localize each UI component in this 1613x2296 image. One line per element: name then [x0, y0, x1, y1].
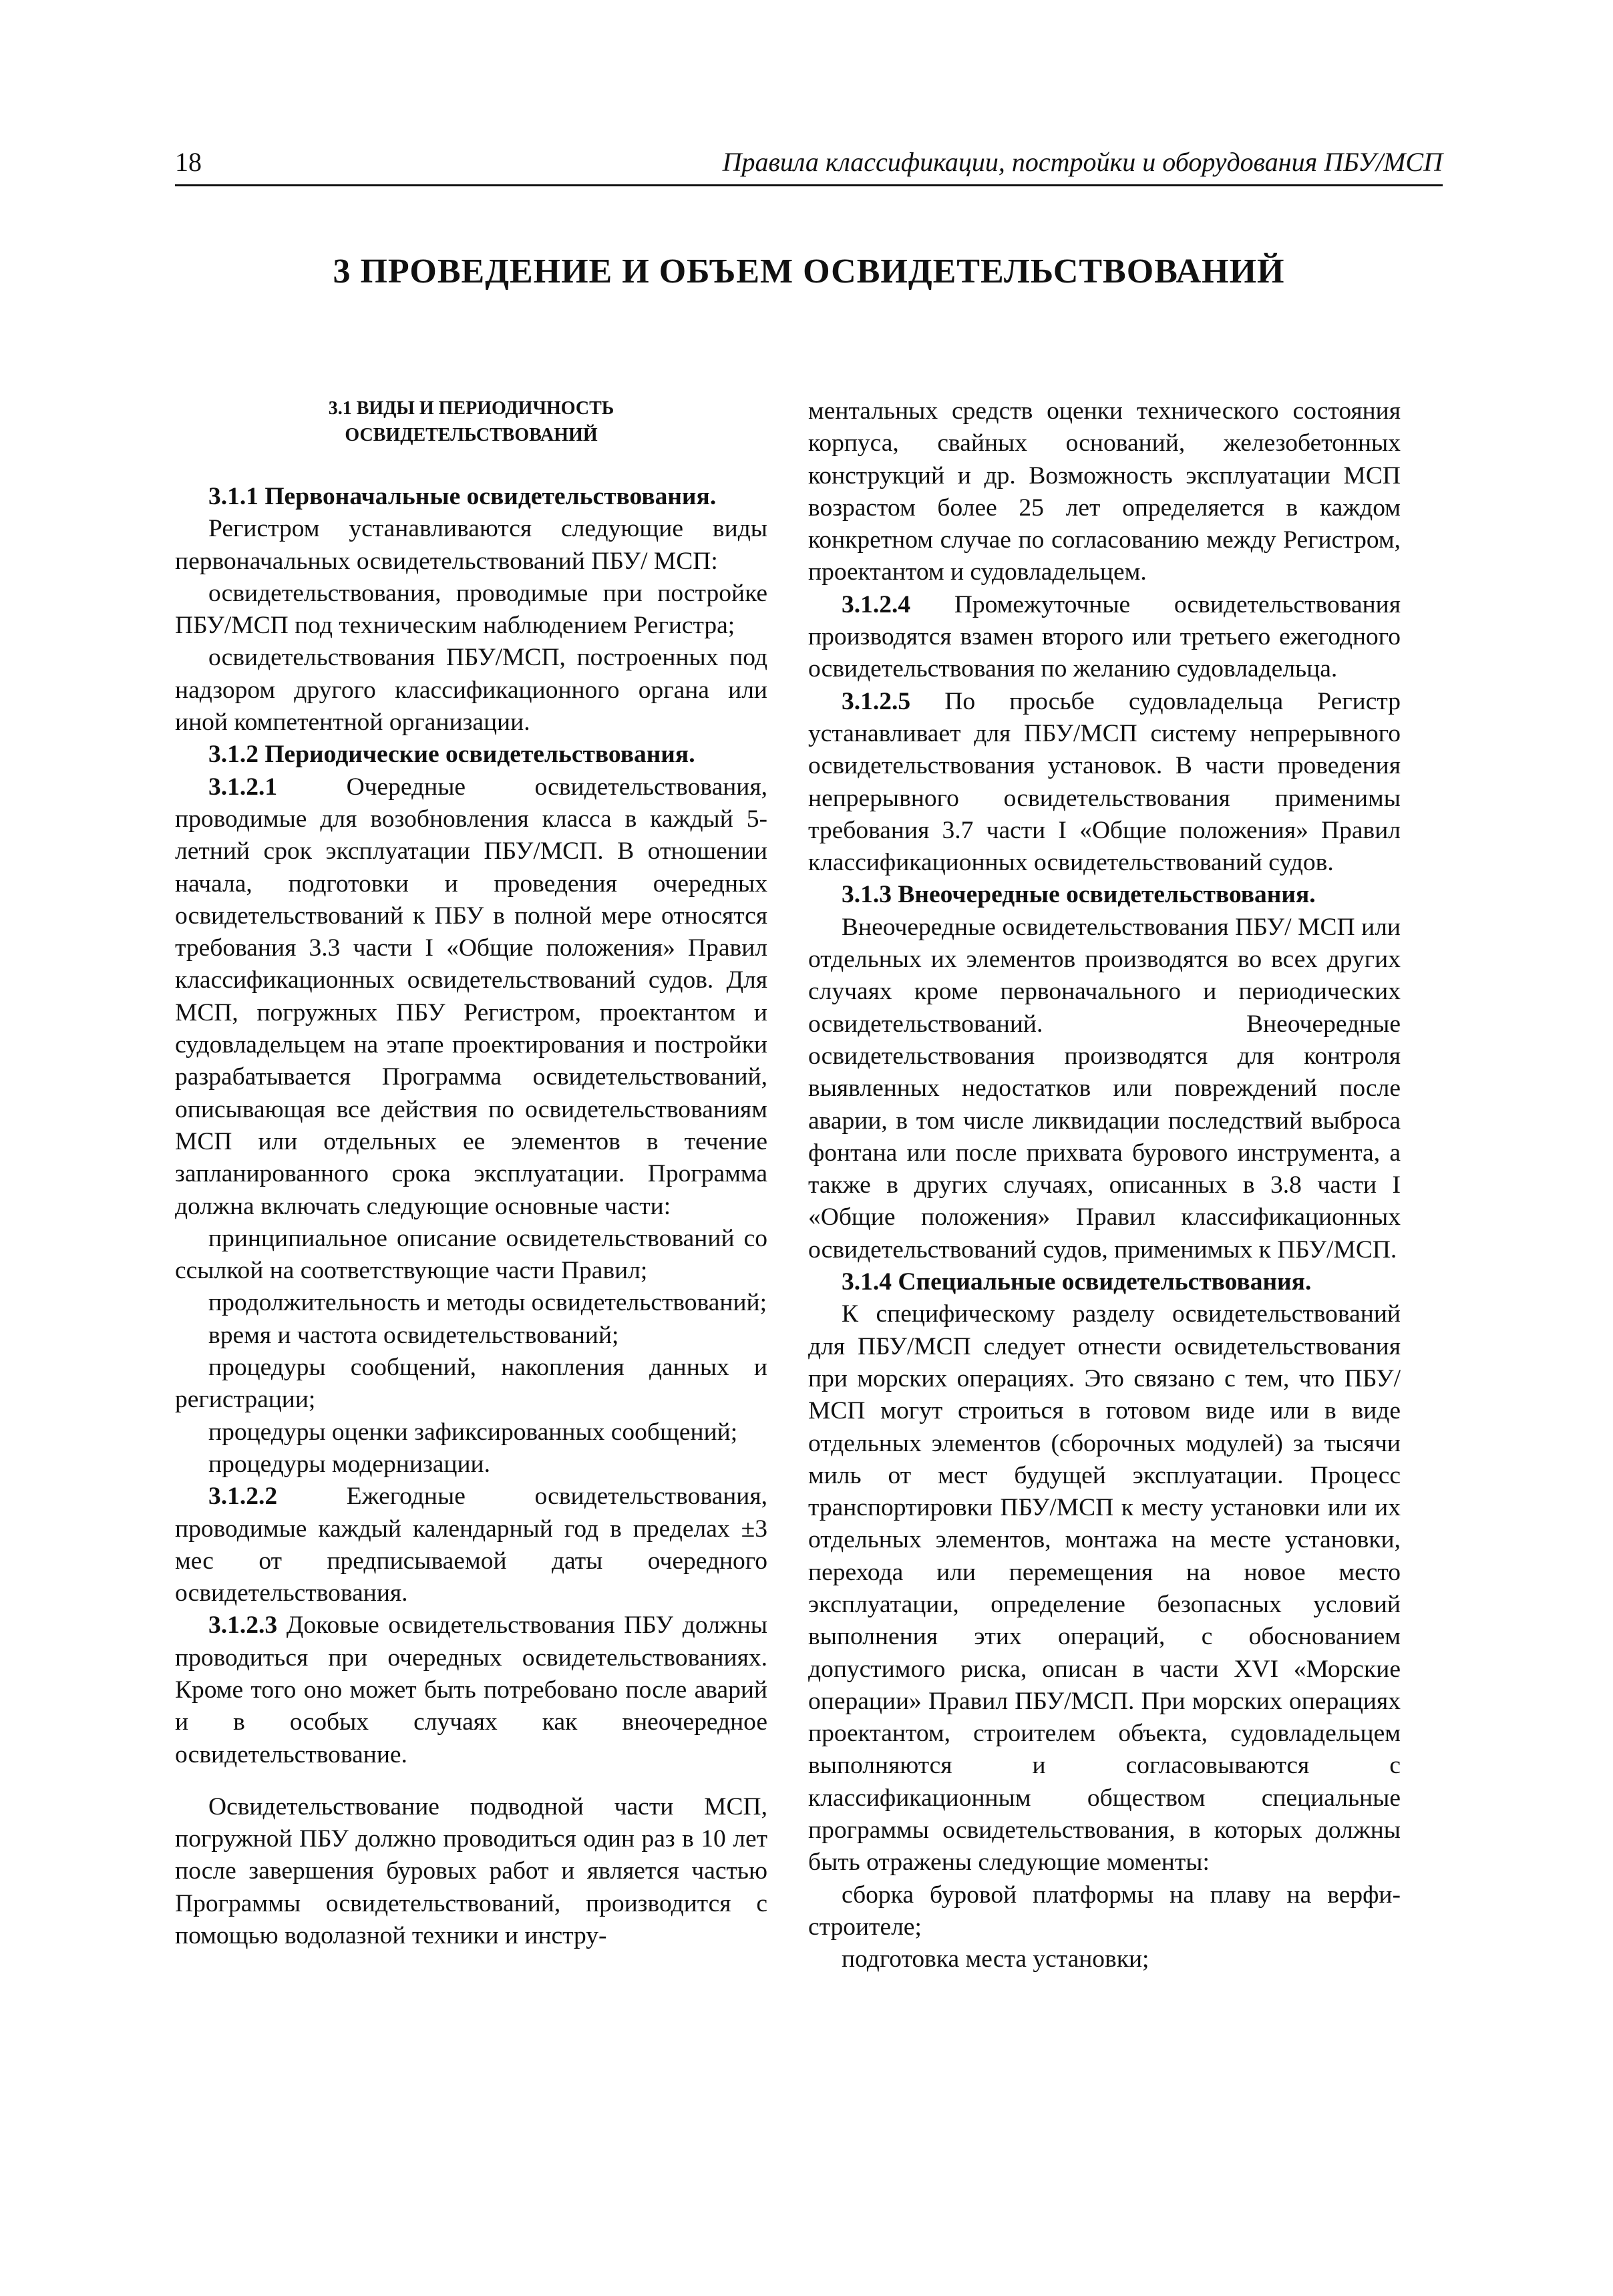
running-title: Правила классификации, постройки и оборудования ПБУ/МСП	[722, 147, 1443, 177]
paragraph: подготовка места установки;	[842, 1945, 1149, 1973]
paragraph: Внеочередные освидетельствования ПБУ/ МСП или отдельных их элементов производятся во всех других случаях кроме первоначального и периодических освидетельствований. Внеочередные освидетельствования производятся для контроля выявленных недостатков или повреждений после аварии, в том числе ликвидации последствий выброса фонтана или после прихвата бурового инструмента, а также в других случаях, описанных в 3.8 части I «Общие положения» Правил классификационных освидетельствований судов, применимых к ПБУ/МСП.	[808, 913, 1401, 1264]
paragraph	[808, 686, 1401, 880]
paragraph: освидетельствования, проводимые при постройке ПБУ/МСП под техническим наблюдением Регистра;	[175, 579, 767, 640]
paragraph: освидетельствования ПБУ/МСП, построенных под надзором другого классификационного органа или иной компетентной организации.	[175, 644, 767, 737]
paragraph: процедуры сообщений, накопления данных и регистрации;	[175, 1354, 767, 1414]
section-title-line-2: ОСВИДЕТЕЛЬСТВОВАНИЙ	[345, 425, 598, 445]
paragraph	[175, 1609, 767, 1770]
paragraph: сборка буровой платформы на плаву на верфи-строителе;	[808, 1881, 1401, 1941]
paragraph	[808, 589, 1401, 686]
paragraph-gap	[175, 1771, 767, 1791]
subsection-heading-3-1-3: 3.1.3 Внеочередные освидетельствования.	[842, 881, 1316, 909]
paragraph	[175, 1481, 767, 1609]
left-column	[175, 395, 767, 1952]
paragraph: К специфическому разделу освидетельствований для ПБУ/МСП следует отнести освидетельствования при морских операциях. Это связано с тем, что ПБУ/МСП могут строиться в готовом виде или в виде отдельных элементов (сборочных модулей) за тысячи миль от мест будущей эксплуатации. Процесс транспортировки ПБУ/МСП к месту установки или их отдельных элементов, монтажа на месте установки, перехода или перемещения на новое место эксплуатации, определение безопасных условий выполнения этих операций, с обоснованием допустимого риска, описан в части XVI «Морские операции» Правил ПБУ/МСП. При морских операциях проектантом, строителем объекта, судовладельцем выполняются и согласовываются с классификационным обществом специальные программы освидетельствования, в которых должны быть отражены следующие моменты:	[808, 1300, 1401, 1877]
paragraph	[175, 771, 767, 1223]
chapter-title: 3 ПРОВЕДЕНИЕ И ОБЪЕМ ОСВИДЕТЕЛЬСТВОВАНИЙ	[333, 252, 1285, 291]
section-title	[175, 395, 767, 449]
paragraph-text: Доковые освидетельствования ПБУ должны проводиться при очередных освидетельствованиях. Кроме того оно может быть потребовано после аварий и в особых случаях как внеочередное освидетельствование.	[175, 1611, 767, 1768]
clause-number: 3.1.2.1	[208, 773, 278, 801]
clause-number: 3.1.2.3	[208, 1611, 278, 1640]
page-header	[175, 143, 1443, 182]
paragraph: Освидетельствование подводной части МСП, погружной ПБУ должно проводиться один раз в 10 лет после завершения буровых работ и является частью Программы освидетельствований, производится с помощью водолазной техники и инстру-	[175, 1792, 767, 1950]
subsection-heading-3-1-4: 3.1.4 Специальные освидетельствования.	[842, 1268, 1312, 1296]
paragraph: Регистром устанавливаются следующие виды первоначальных освидетельствований ПБУ/ МСП:	[175, 515, 767, 575]
header-rule	[175, 184, 1443, 186]
paragraph-text: По просьбе судовладельца Регистр устанавливает для ПБУ/МСП систему непрерывного освидетельствования установок. В части проведения непрерывного освидетельствования применимы требования 3.7 части I «Общие положения» Правил классификационных освидетельствований судов.	[808, 687, 1401, 877]
paragraph: процедуры оценки зафиксированных сообщений;	[208, 1418, 738, 1446]
subsection-heading-3-1-2: 3.1.2 Периодические освидетельствования.	[208, 741, 695, 769]
paragraph-text: Очередные освидетельствования, проводимые для возобновления класса в каждый 5-летний срок эксплуатации ПБУ/МСП. В отношении начала, подготовки и проведения очередных освидетельствований к ПБУ в полной мере относятся требования 3.3 части I «Общие положения» Правил классификационных освидетельствований судов. Для МСП, погружных ПБУ Регистром, проектантом и судовладельцем на этапе проектирования и постройки разрабатывается Программа освидетельствований, описывающая все действия по освидетельствованиям МСП или отдельных ее элементов в течение запланированного срока эксплуатации. Программа должна включать следующие основные части:	[175, 773, 767, 1220]
page-number: 18	[175, 147, 202, 177]
right-column	[808, 395, 1401, 1976]
paragraph-text: Промежуточные освидетельствования производятся взамен второго или третьего ежегодного освидетельствования по желанию судовладельца.	[808, 590, 1401, 683]
section-title-line-1: 3.1 ВИДЫ И ПЕРИОДИЧНОСТЬ	[328, 398, 614, 419]
paragraph-continued: ментальных средств оценки технического состояния корпуса, свайных оснований, железобетонных конструкций и др. Возможность эксплуатации МСП возрастом более 25 лет определяется в каждом конкретном случае по согласованию между Регистром, проектантом и судовладельцем.	[808, 397, 1401, 586]
clause-number: 3.1.2.5	[842, 687, 911, 715]
clause-number: 3.1.2.4	[842, 590, 911, 618]
paragraph: продолжительность и методы освидетельствований;	[208, 1289, 767, 1317]
clause-number: 3.1.2.2	[208, 1483, 278, 1511]
paragraph: принципиальное описание освидетельствований со ссылкой на соответствующие части Правил;	[175, 1224, 767, 1285]
paragraph-text: Ежегодные освидетельствования, проводимые каждый календарный год в пределах ±3 мес от предписываемой даты очередного освидетельствования.	[175, 1483, 767, 1607]
paragraph: время и частота освидетельствований;	[208, 1321, 619, 1349]
paragraph: процедуры модернизации.	[208, 1450, 490, 1478]
subsection-heading-3-1-1: 3.1.1 Первоначальные освидетельствования.	[208, 483, 717, 510]
